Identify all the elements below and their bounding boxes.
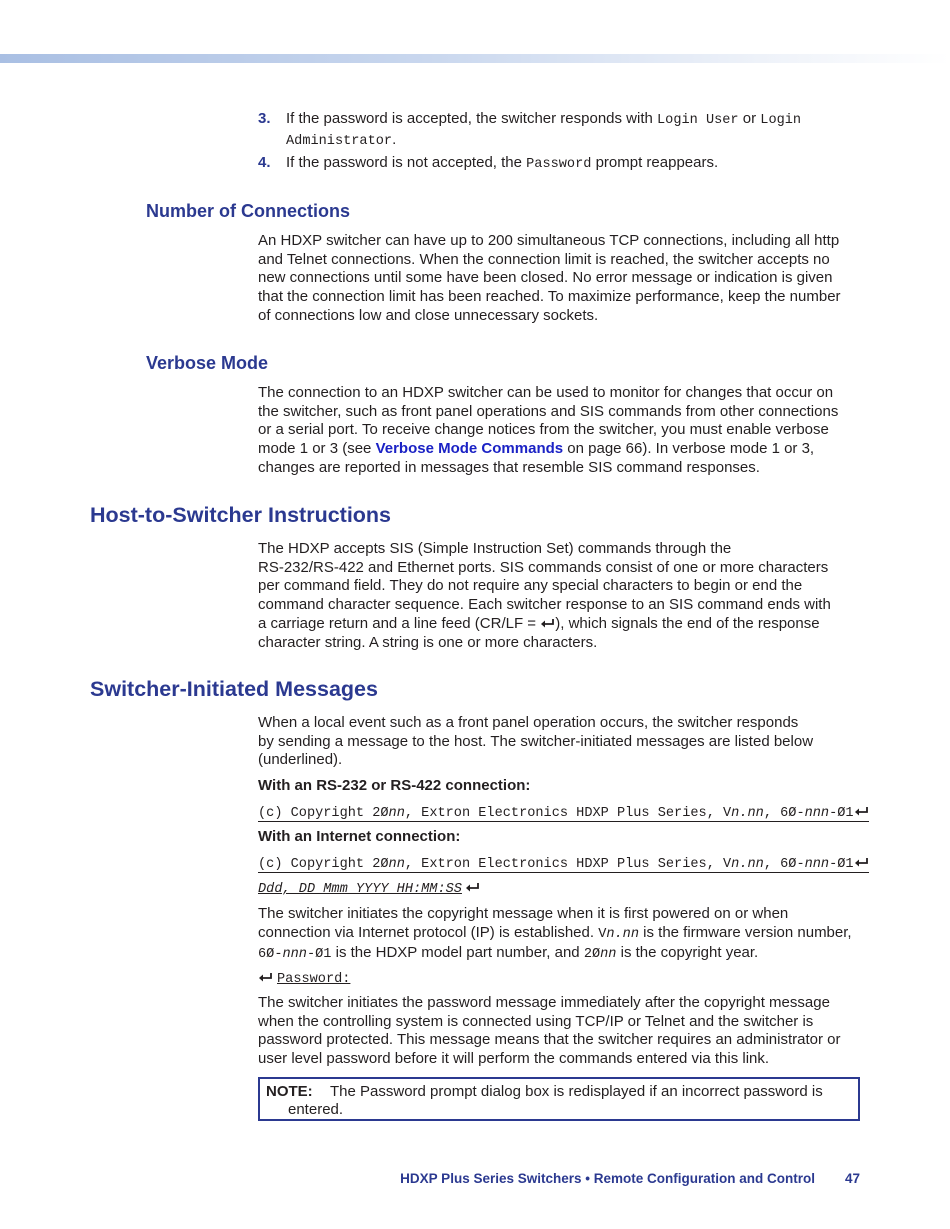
step-text-part: If the password is accepted, the switcher responds with: [286, 110, 658, 127]
code-login-user: Login User: [657, 113, 739, 128]
footer-title: HDXP Plus Series Switchers • Remote Configuration and Control: [400, 1171, 815, 1186]
code-part: , Extron Electronics HDXP Plus Series, V: [404, 806, 732, 821]
password-prompt-message: [258, 969, 350, 990]
section-heading-messages: Switcher-Initiated Messages: [90, 677, 378, 701]
paragraph-line: The switcher initiates the copyright message when it is first powered on or when: [258, 905, 789, 922]
copyright-message-rs232: [258, 803, 869, 824]
paragraph-line: The HDXP accepts SIS (Simple Instruction Set) commands through the: [258, 540, 732, 557]
code-var: nn: [388, 806, 405, 821]
note-label: NOTE:: [266, 1083, 313, 1100]
paragraph-line: password protected. This message means that the switcher requires an administrator or: [258, 1031, 841, 1049]
step-number: 4.: [258, 154, 271, 171]
code-part: -Ø1: [829, 857, 854, 872]
code-part: (c) Copyright 2Ø: [258, 806, 389, 821]
code-password: Password: [526, 157, 592, 172]
paragraph-line: by sending a message to the host. The switcher-initiated messages are listed below: [258, 732, 814, 750]
paragraph-line: character string. A string is one or more characters.: [258, 633, 598, 651]
paragraph-line: (underlined).: [258, 751, 343, 769]
code-part: , Extron Electronics HDXP Plus Series, V: [404, 857, 732, 872]
host-paragraph: [258, 540, 853, 652]
paragraph-line: The connection to an HDXP switcher can be used to monitor for changes that occur on: [258, 384, 834, 401]
return-icon: [854, 857, 869, 868]
connections-paragraph: [258, 232, 853, 326]
paragraph-line: of connections low and close unnecessary sockets.: [258, 306, 599, 324]
verbose-paragraph: [258, 384, 853, 478]
messages-intro: [258, 714, 853, 770]
paragraph-line: the switcher, such as front panel operations and SIS commands from other connections: [258, 402, 839, 420]
text-part: a carriage return and a line feed (CR/LF =: [258, 614, 541, 632]
paragraph-line: when the controlling system is connected using TCP/IP or Telnet and the switcher is: [258, 1012, 814, 1030]
step-number: 3.: [258, 110, 271, 127]
code-var: nnn: [282, 947, 307, 963]
copyright-explanation: [258, 905, 853, 965]
code-part: V: [598, 926, 607, 942]
paragraph-line: or a serial port. To receive change notices from the switcher, you must enable verbose: [258, 421, 829, 439]
return-icon: [854, 806, 869, 817]
code-part: -Ø1: [306, 947, 332, 963]
text-part: on page 66). In verbose mode 1 or 3,: [563, 440, 815, 458]
note-text: The Password prompt dialog box is redisplayed if an incorrect password is: [330, 1083, 823, 1100]
code-administrator: Administrator: [286, 133, 393, 149]
section-heading-connections: Number of Connections: [146, 201, 351, 221]
paragraph-line: changes are reported in messages that resemble SIS command responses.: [258, 458, 760, 476]
code-part: (c) Copyright 2Ø: [258, 857, 389, 872]
paragraph-line: command character sequence. Each switcher response to an SIS command ends with: [258, 596, 831, 614]
code-var: nnn: [804, 857, 830, 872]
text-part: is the firmware version number,: [639, 923, 852, 941]
code-var: nn: [388, 857, 405, 872]
text-part: ), which signals the end of the response: [555, 614, 820, 632]
header-gradient-bar: [0, 54, 950, 63]
section-heading-verbose: Verbose Mode: [146, 353, 269, 373]
page-footer: [400, 1170, 860, 1189]
paragraph-line: [258, 944, 853, 965]
paragraph-line: per command field. They do not require any special characters to begin or end the: [258, 577, 803, 595]
paragraph-line: and Telnet connections. When the connection limit is reached, the switcher accepts no: [258, 250, 830, 268]
code-var: n.nn: [606, 926, 639, 942]
step-text-part: .: [392, 130, 397, 148]
text-part: is the copyright year.: [616, 944, 759, 962]
code-part: -Ø1: [829, 806, 854, 821]
return-icon: [540, 618, 555, 629]
code-var: nn: [600, 947, 617, 963]
text-part: mode 1 or 3 (see: [258, 440, 376, 458]
text-part: connection via Internet protocol (IP) is established.: [258, 923, 599, 941]
paragraph-line: [258, 924, 853, 945]
section-heading-host: Host-to-Switcher Instructions: [90, 503, 392, 527]
code-part: 2Ø: [583, 947, 601, 963]
code-part: , 6Ø-: [763, 806, 805, 821]
copyright-message-internet: [258, 854, 869, 875]
datetime-code: Ddd, DD Mmm YYYY HH:MM:SS: [258, 882, 462, 897]
step-text: [286, 154, 846, 175]
code-login: Login: [760, 113, 802, 128]
paragraph-line: new connections until some have been closed. No error message or indication is given: [258, 269, 833, 287]
code-var: nnn: [804, 806, 830, 821]
return-icon: [465, 882, 480, 893]
verbose-mode-commands-link[interactable]: Verbose Mode Commands: [375, 440, 564, 458]
code-part: , 6Ø-: [763, 857, 805, 872]
password-paragraph: [258, 994, 853, 1069]
password-code: Password:: [277, 972, 351, 987]
paragraph-line: [258, 440, 853, 459]
paragraph-line: [258, 615, 853, 634]
note-text: entered.: [288, 1101, 344, 1118]
text-part: is the HDXP model part number, and: [331, 944, 584, 962]
return-icon: [258, 972, 273, 983]
code-var: n.nn: [731, 806, 764, 821]
internet-label: With an Internet connection:: [258, 828, 461, 845]
step-text-part: or: [738, 110, 761, 127]
paragraph-line: When a local event such as a front panel operation occurs, the switcher responds: [258, 714, 799, 731]
paragraph-line: An HDXP switcher can have up to 200 simultaneous TCP connections, including all http: [258, 232, 840, 249]
code-var: n.nn: [731, 857, 764, 872]
paragraph-line: The switcher initiates the password message immediately after the copyright message: [258, 994, 830, 1011]
step-text: [286, 110, 846, 151]
paragraph-line: RS-232/RS-422 and Ethernet ports. SIS commands consist of one or more characters: [258, 558, 829, 576]
note-box: [258, 1077, 860, 1121]
step-text-part: If the password is not accepted, the: [286, 154, 527, 171]
paragraph-line: user level password before it will perform the commands entered via this link.: [258, 1050, 770, 1068]
rs232-label: With an RS-232 or RS-422 connection:: [258, 777, 531, 794]
paragraph-line: that the connection limit has been reached. To maximize performance, keep the number: [258, 288, 841, 306]
datetime-message: [258, 879, 480, 900]
page-number: 47: [844, 1171, 860, 1186]
step-text-part: prompt reappears.: [591, 154, 719, 171]
code-part: 6Ø-: [258, 947, 283, 963]
